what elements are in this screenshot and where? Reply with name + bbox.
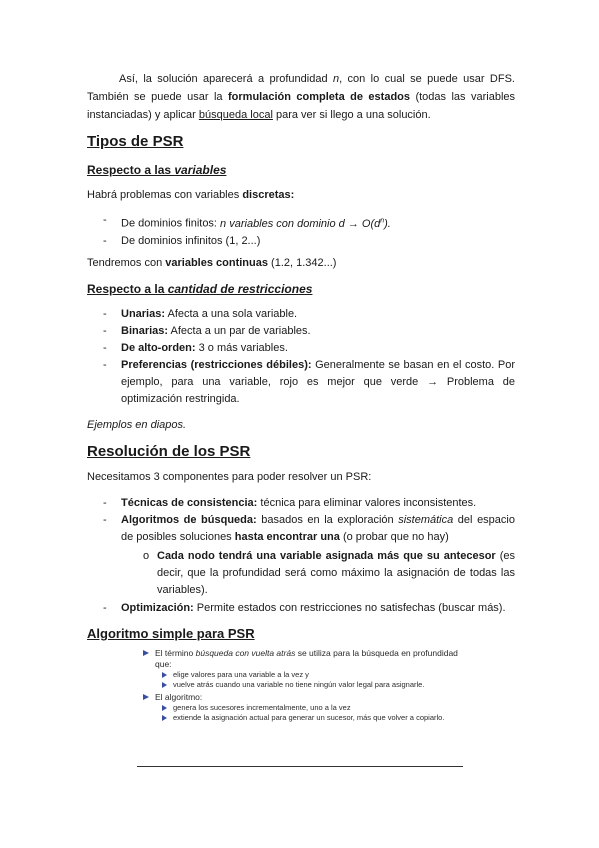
item-bold: Unarias: bbox=[121, 308, 166, 320]
item-bold: Cada nodo tendrá una variable asignada más que su antecesor bbox=[157, 550, 496, 562]
slide-subbullet bbox=[137, 670, 463, 680]
intro-paragraph bbox=[87, 70, 515, 124]
variables-heading bbox=[87, 163, 226, 177]
restricciones-heading-italic: cantidad de restricciones bbox=[167, 282, 313, 296]
slide-bullet bbox=[137, 648, 463, 670]
dash-bullet: - bbox=[103, 214, 107, 226]
variables-heading-text: Respecto a las bbox=[87, 163, 175, 177]
item-text-3: (o probar que no hay) bbox=[339, 531, 449, 543]
list-item bbox=[87, 512, 515, 546]
dash-bullet: - bbox=[103, 359, 107, 371]
slide-italic: búsqueda con vuelta atrás bbox=[195, 648, 296, 658]
slide-bullet bbox=[137, 692, 463, 703]
slide-subbullet bbox=[137, 703, 463, 713]
list-item bbox=[87, 340, 515, 357]
variables-heading-italic: variables bbox=[174, 163, 227, 177]
intro-n: n bbox=[332, 73, 340, 85]
continuas-line bbox=[87, 254, 515, 272]
item-text: Afecta a un par de variables. bbox=[168, 325, 311, 337]
ejemplos-text: Ejemplos en diapos. bbox=[87, 419, 187, 431]
item-bold: Preferencias (restricciones débiles): bbox=[121, 359, 312, 371]
item-bold: De alto-orden: bbox=[121, 342, 196, 354]
slide-text: extiende la asignación actual para generar un sucesor, más que volver a copiarlo. bbox=[173, 713, 445, 722]
sublist-item bbox=[87, 548, 515, 599]
triangle-bullet-icon bbox=[143, 650, 149, 656]
resolucion-sublist bbox=[87, 548, 515, 599]
discretas-list bbox=[87, 212, 515, 250]
resolucion-intro: Necesitamos 3 componentes para poder resolver un PSR: bbox=[87, 471, 372, 483]
item-bold: Algoritmos de búsqueda: bbox=[121, 514, 257, 526]
slide-subbullet bbox=[137, 713, 463, 723]
item-text: basados en la exploración bbox=[256, 514, 399, 526]
item-bold: Binarias: bbox=[121, 325, 169, 337]
item-bold: Técnicas de consistencia: bbox=[121, 497, 258, 509]
list-item bbox=[87, 357, 515, 408]
item-italic: n variables con dominio d → O(d bbox=[220, 217, 381, 230]
list-item bbox=[87, 323, 515, 340]
item-text: Afecta a una sola variable. bbox=[165, 308, 298, 320]
item-text: Permite estados con restricciones no satisfechas (buscar más). bbox=[193, 602, 506, 614]
restricciones-heading-text: Respecto a la bbox=[87, 282, 168, 296]
resolucion-list-2 bbox=[87, 600, 515, 617]
tipos-title: Tipos de PSR bbox=[87, 133, 184, 150]
item-italic-end: ). bbox=[384, 217, 391, 230]
resolucion-list bbox=[87, 495, 515, 546]
triangle-bullet-icon bbox=[143, 694, 149, 700]
intro-text-4: para ver si llego a una solución. bbox=[272, 109, 431, 121]
dash-bullet: - bbox=[103, 308, 107, 320]
intro-bold: formulación completa de estados bbox=[228, 91, 410, 103]
discretas-text: Habrá problemas con variables bbox=[87, 189, 243, 201]
list-item bbox=[87, 212, 515, 233]
slide-text: elige valores para una variable a la vez y bbox=[173, 670, 309, 679]
dash-bullet: - bbox=[103, 514, 107, 526]
item-text: 3 o más variables. bbox=[195, 342, 288, 354]
dash-bullet: - bbox=[103, 602, 107, 614]
ejemplos-note bbox=[87, 416, 515, 434]
item-text: (es decir, que la profundidad será como máximo la asignación de todas las variables). bbox=[157, 550, 515, 596]
dash-bullet: - bbox=[103, 234, 107, 247]
dash-bullet: - bbox=[103, 342, 107, 354]
algoritmo-title: Algoritmo simple para PSR bbox=[87, 626, 255, 641]
restricciones-list bbox=[87, 306, 515, 408]
discretas-bold: discretas: bbox=[242, 189, 295, 201]
item-bold-2: hasta encontrar una bbox=[234, 531, 340, 543]
list-item bbox=[87, 306, 515, 323]
dash-bullet: - bbox=[103, 325, 107, 337]
item-text: De dominios finitos: bbox=[121, 217, 221, 230]
continuas-text-end: (1.2, 1.342...) bbox=[267, 257, 337, 269]
intro-text-3: (todas las variables instanciadas) y aplicar bbox=[87, 91, 515, 121]
slide-text: vuelve atrás cuando una variable no tiene ningún valor legal para asignarle. bbox=[173, 680, 425, 689]
resolucion-title: Resolución de los PSR bbox=[87, 443, 251, 460]
circle-bullet: o bbox=[143, 550, 150, 562]
slide-text: genera los sucesores incrementalmente, uno a la vez bbox=[173, 703, 351, 712]
list-item bbox=[87, 600, 515, 617]
triangle-bullet-icon bbox=[162, 672, 167, 678]
slide-excerpt bbox=[137, 648, 463, 723]
slide-text-2: se utiliza para la búsqueda en profundidad que: bbox=[155, 648, 458, 669]
triangle-bullet-icon bbox=[162, 682, 167, 688]
intro-text-2: , con lo cual se puede usar DFS. También se puede usar la bbox=[87, 73, 515, 103]
item-text: De dominios infinitos (1, 2...) bbox=[121, 234, 261, 247]
list-item bbox=[87, 233, 515, 250]
slide-text: El algoritmo: bbox=[155, 692, 203, 702]
continuas-bold: variables continuas bbox=[165, 257, 268, 269]
discretas-line bbox=[87, 186, 515, 204]
triangle-bullet-icon bbox=[162, 715, 167, 721]
item-sup: n bbox=[380, 217, 385, 224]
continuas-text: Tendremos con bbox=[87, 257, 166, 269]
slide-text: El término bbox=[155, 648, 196, 658]
slide-subbullet bbox=[137, 680, 463, 690]
item-text: técnica para eliminar valores inconsistentes. bbox=[257, 497, 477, 509]
slide-divider bbox=[137, 766, 463, 767]
triangle-bullet-icon bbox=[162, 705, 167, 711]
intro-text-1: Así, la solución aparecerá a profundidad bbox=[119, 73, 333, 85]
intro-underline: búsqueda local bbox=[198, 109, 273, 121]
list-item bbox=[87, 495, 515, 512]
item-text: Generalmente se basan en el costo. Por ejemplo, para una variable, rojo es mejor que verde → Problema de optimización restringida. bbox=[121, 359, 516, 405]
item-bold: Optimización: bbox=[121, 602, 194, 614]
restricciones-heading bbox=[87, 282, 312, 296]
item-italic: sistemática bbox=[398, 514, 454, 526]
item-text-2: del espacio de posibles soluciones bbox=[121, 514, 515, 543]
dash-bullet: - bbox=[103, 497, 107, 509]
